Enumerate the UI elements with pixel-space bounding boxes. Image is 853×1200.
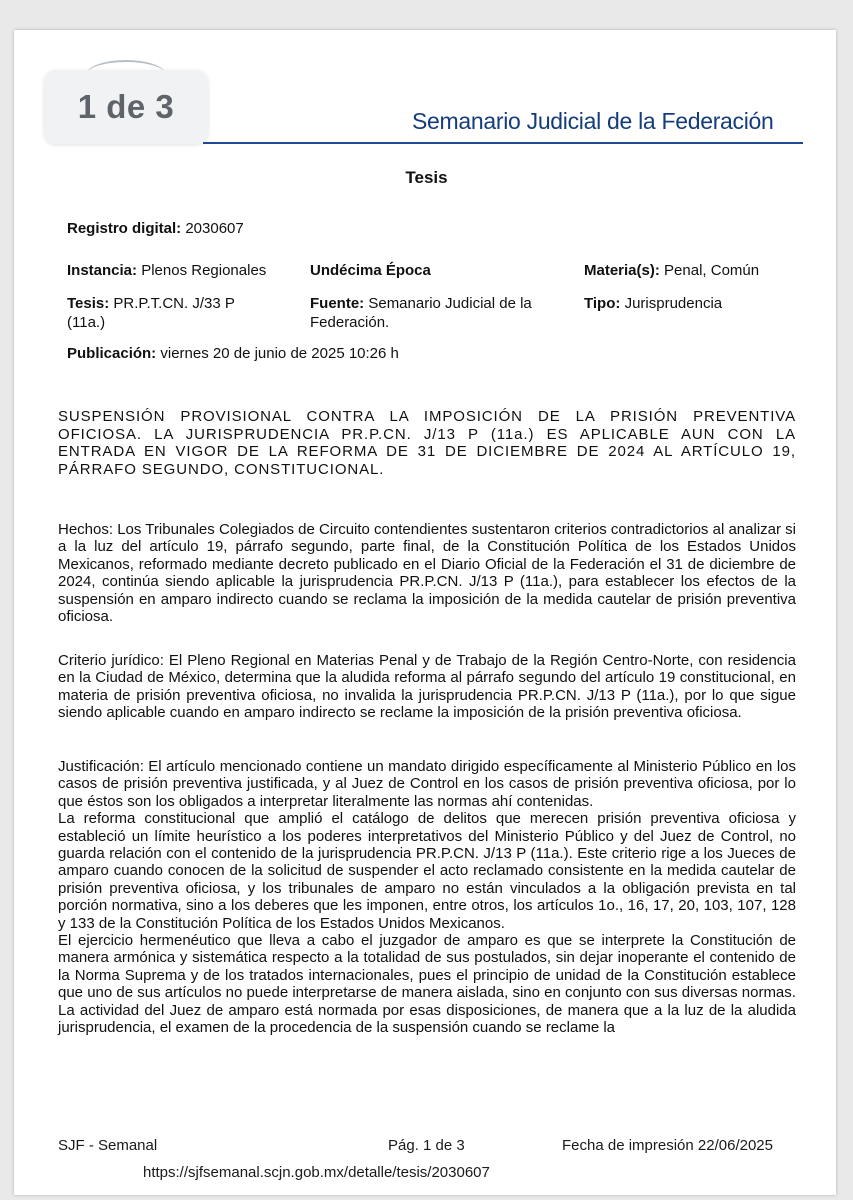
document-title: Tesis bbox=[405, 168, 448, 187]
footer-print-date: Fecha de impresión 22/06/2025 bbox=[562, 1137, 773, 1154]
instancia-value: Plenos Regionales bbox=[141, 262, 267, 279]
tesis-value-line1: PR.P.T.CN. J/33 P bbox=[113, 295, 235, 312]
footer-page-number: Pág. 1 de 3 bbox=[388, 1137, 465, 1154]
instancia bbox=[67, 261, 266, 280]
registro-value: 2030607 bbox=[185, 220, 244, 237]
registro-digital bbox=[67, 219, 244, 238]
justificacion-paragraph-3: El ejercicio hermenéutico que lleva a cabo el juzgador de amparo es que se interprete la Constitución de manera armónica y sistemática respecto a la totalidad de sus postulados, sin dejar inoperante el contenido de la Norma Suprema y de los tratados internacionales, pues el principio de unidad de la Constitución establece que uno de sus artículos no puede interpretarse de manera aislada, sino en conjunto con sus diversas normas. bbox=[58, 932, 796, 1002]
tesis-value-line2: (11a.) bbox=[67, 314, 106, 331]
justificacion-paragraph-4: La actividad del Juez de amparo está normada por esas disposiciones, de manera que a la luz de la aludida jurisprudencia, el examen de la procedencia de la suspensión cuando se reclame la bbox=[58, 1001, 796, 1037]
epoca-value: Undécima Época bbox=[310, 262, 431, 279]
header-rule bbox=[203, 142, 803, 144]
tesis bbox=[67, 294, 235, 332]
publicacion bbox=[67, 344, 399, 363]
publicacion-label: Publicación: bbox=[67, 345, 157, 362]
footer-left: SJF - Semanal bbox=[58, 1137, 158, 1154]
tipo bbox=[584, 294, 722, 313]
justificacion-section bbox=[58, 758, 796, 1037]
fuente bbox=[310, 294, 532, 332]
materia-label: Materia(s): bbox=[584, 262, 660, 279]
justificacion-paragraph-1: Justificación: El artículo mencionado contiene un mandato dirigido específicamente al Ministerio Público en los casos de prisión preventiva justificada, y al Juez de Control en los casos de prisión preventiva oficiosa, por lo que éstos son los obligados a interpretar literalmente las normas ahí contenidas. bbox=[58, 758, 796, 810]
page-indicator-badge: 1 de 3 bbox=[44, 70, 208, 144]
registro-label: Registro digital: bbox=[67, 220, 182, 237]
fuente-value-line2: Federación. bbox=[310, 314, 390, 331]
instancia-label: Instancia: bbox=[67, 262, 138, 279]
materia-value: Penal, Común bbox=[664, 262, 760, 279]
criterio-paragraph: Criterio jurídico: El Pleno Regional en Materias Penal y de Trabajo de la Región Centro-Norte, con residencia en la Ciudad de México, determina que la aludida reforma al párrafo segundo del artículo 19 constitucional, en materia de prisión preventiva oficiosa, no invalida la jurisprudencia PR.P.CN. J/13 P (11a.), por lo que sigue siendo aplicable cuando en amparo indirecto se reclame la imposición de la prisión preventiva oficiosa. bbox=[58, 652, 796, 722]
tipo-value: Jurisprudencia bbox=[624, 295, 723, 312]
journal-name: Semanario Judicial de la Federación bbox=[412, 108, 774, 134]
thesis-heading: SUSPENSIÓN PROVISIONAL CONTRA LA IMPOSICIÓN DE LA PRISIÓN PREVENTIVA OFICIOSA. LA JURISPRUDENCIA PR.P.CN. J/13 P (11a.) ES APLICABLE AUN CON LA ENTRADA EN VIGOR DE LA REFORMA DE 31 DE DICIEMBRE DE 2024 AL ARTÍCULO 19, PÁRRAFO SEGUNDO, CONSTITUCIONAL. bbox=[58, 408, 796, 478]
publicacion-value: viernes 20 de junio de 2025 10:26 h bbox=[160, 345, 399, 362]
hechos-paragraph: Hechos: Los Tribunales Colegiados de Circuito contendientes sustentaron criterios contradictorios al analizar si a la luz del artículo 19, párrafo segundo, parte final, de la Constitución Política de los Estados Unidos Mexicanos, reformado mediante decreto publicado en el Diario Oficial de la Federación el 31 de diciembre de 2024, continúa siendo aplicable la jurisprudencia PR.P.CN. J/13 P (11a.), para establecer los efectos de la suspensión en amparo indirecto cuando se reclama la imposición de la medida cautelar de prisión preventiva oficiosa. bbox=[58, 521, 796, 626]
materia bbox=[584, 261, 759, 280]
fuente-label: Fuente: bbox=[310, 295, 365, 312]
tipo-label: Tipo: bbox=[584, 295, 621, 312]
justificacion-paragraph-2: La reforma constitucional que amplió el catálogo de delitos que merecen prisión preventiva oficiosa y estableció un límite heurístico a los poderes interpretativos del Ministerio Público y del Juez de Control, no guarda relación con el contenido de la jurisprudencia PR.P.CN. J/13 P (11a.). Este criterio rige a los Jueces de amparo cuando conocen de la solicitud de suspender el acto reclamado consistente en la medida cautelar de prisión preventiva oficiosa, y los tribunales de amparo no están vinculados a la obligación prevista en tal porción normativa, sino a los deberes que les imponen, entre otros, los artículos 1o., 16, 17, 20, 103, 107, 128 y 133 de la Constitución Política de los Estados Unidos Mexicanos. bbox=[58, 810, 796, 932]
footer-url[interactable]: https://sjfsemanal.scjn.gob.mx/detalle/tesis/2030607 bbox=[143, 1164, 490, 1181]
epoca bbox=[310, 261, 431, 280]
fuente-value-line1: Semanario Judicial de la bbox=[368, 295, 532, 312]
tesis-label: Tesis: bbox=[67, 295, 110, 312]
